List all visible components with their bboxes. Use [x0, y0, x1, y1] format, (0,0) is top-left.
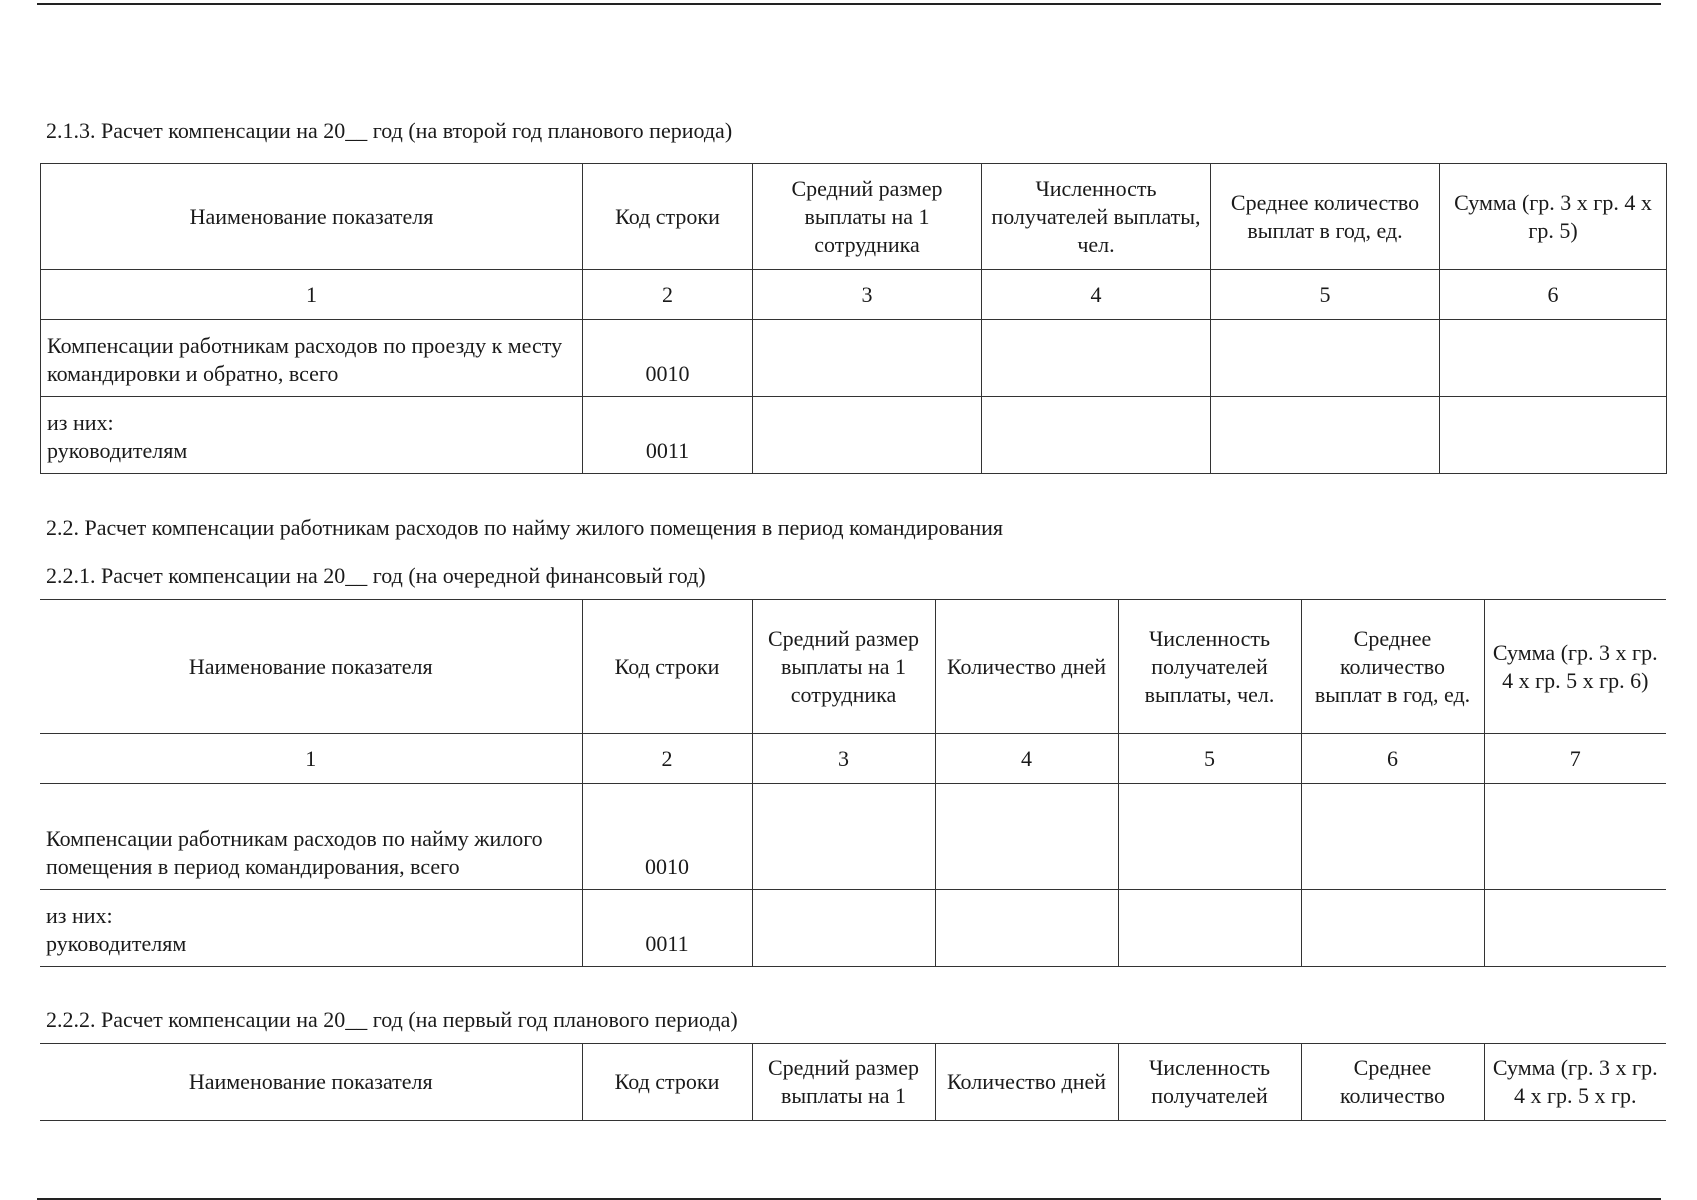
value-cell[interactable]	[982, 320, 1211, 397]
header-code: Код строки	[582, 600, 752, 734]
value-cell[interactable]	[982, 397, 1211, 474]
value-cell[interactable]	[1440, 320, 1667, 397]
row-name-line: из них:	[47, 410, 114, 435]
value-cell[interactable]	[1484, 890, 1666, 967]
col-number: 3	[753, 270, 982, 320]
header-recipients: Численность получателей выплаты, чел.	[982, 164, 1211, 270]
col-number: 5	[1211, 270, 1440, 320]
header-avg-payment: Средний размер выплаты на 1 сотрудника	[753, 164, 982, 270]
header-avg-count: Среднее количество выплат в год, ед.	[1301, 600, 1484, 734]
value-cell[interactable]	[1211, 320, 1440, 397]
header-avg-payment: Средний размер выплаты на 1 сотрудника	[752, 600, 935, 734]
top-rule	[37, 3, 1661, 5]
col-number: 2	[583, 270, 753, 320]
header-row	[40, 600, 1666, 734]
section-2-2-2-title: 2.2.2. Расчет компенсации на 20__ год (на первый год планового периода)	[46, 1007, 738, 1032]
section-2-1-3-title: 2.1.3. Расчет компенсации на 20__ год (на второй год планового периода)	[46, 118, 733, 143]
row-name	[41, 397, 583, 474]
column-numbers-row	[40, 734, 1666, 784]
table-2-2-1	[40, 599, 1666, 967]
table-2-1-3	[40, 163, 1667, 474]
row-name-line: руководителям	[47, 438, 188, 463]
table-row	[40, 784, 1666, 890]
table-row	[40, 890, 1666, 967]
header-sum: Сумма (гр. 3 x гр. 4 x гр. 5 x гр. 6)	[1484, 600, 1666, 734]
row-name-line: из них:	[46, 903, 113, 928]
row-code: 0011	[582, 890, 752, 967]
value-cell[interactable]	[752, 890, 935, 967]
section-2-2-title: 2.2. Расчет компенсации работникам расходов по найму жилого помещения в период командирования	[46, 515, 1004, 540]
value-cell[interactable]	[1301, 784, 1484, 890]
col-number: 7	[1484, 734, 1666, 784]
header-days: Количество дней	[935, 600, 1118, 734]
header-avg-count: Среднее количество	[1301, 1044, 1484, 1121]
header-name: Наименование показателя	[40, 1044, 582, 1121]
column-numbers-row	[41, 270, 1667, 320]
row-name: Компенсации работникам расходов по найму жилого помещения в период командирования, всего	[40, 784, 582, 890]
header-recipients: Численность получателей	[1118, 1044, 1301, 1121]
col-number: 6	[1301, 734, 1484, 784]
table-row	[41, 320, 1667, 397]
table-row	[41, 397, 1667, 474]
row-code: 0010	[583, 320, 753, 397]
header-name: Наименование показателя	[41, 164, 583, 270]
row-code: 0010	[582, 784, 752, 890]
col-number: 4	[982, 270, 1211, 320]
value-cell[interactable]	[753, 320, 982, 397]
col-number: 2	[582, 734, 752, 784]
col-number: 5	[1118, 734, 1301, 784]
header-recipients: Численность получателей выплаты, чел.	[1118, 600, 1301, 734]
header-code: Код строки	[583, 164, 753, 270]
value-cell[interactable]	[1440, 397, 1667, 474]
header-row	[40, 1044, 1666, 1121]
header-name: Наименование показателя	[40, 600, 582, 734]
value-cell[interactable]	[752, 784, 935, 890]
col-number: 4	[935, 734, 1118, 784]
header-sum: Сумма (гр. 3 x гр. 4 x гр. 5 x гр.	[1484, 1044, 1666, 1121]
col-number: 1	[40, 734, 582, 784]
header-sum: Сумма (гр. 3 x гр. 4 x гр. 5)	[1440, 164, 1667, 270]
row-name: Компенсации работникам расходов по проезду к месту командировки и обратно, всего	[41, 320, 583, 397]
value-cell[interactable]	[1118, 890, 1301, 967]
value-cell[interactable]	[1211, 397, 1440, 474]
section-2-2-1-title: 2.2.1. Расчет компенсации на 20__ год (на очередной финансовый год)	[46, 563, 706, 588]
col-number: 1	[41, 270, 583, 320]
value-cell[interactable]	[753, 397, 982, 474]
table-2-2-2	[40, 1043, 1666, 1121]
row-name-line: руководителям	[46, 931, 187, 956]
header-code: Код строки	[582, 1044, 752, 1121]
header-days: Количество дней	[935, 1044, 1118, 1121]
header-avg-count: Среднее количество выплат в год, ед.	[1211, 164, 1440, 270]
col-number: 6	[1440, 270, 1667, 320]
value-cell[interactable]	[1301, 890, 1484, 967]
header-row	[41, 164, 1667, 270]
value-cell[interactable]	[1484, 784, 1666, 890]
value-cell[interactable]	[1118, 784, 1301, 890]
row-name	[40, 890, 582, 967]
value-cell[interactable]	[935, 784, 1118, 890]
col-number: 3	[752, 734, 935, 784]
value-cell[interactable]	[935, 890, 1118, 967]
header-avg-payment: Средний размер выплаты на 1	[752, 1044, 935, 1121]
row-code: 0011	[583, 397, 753, 474]
